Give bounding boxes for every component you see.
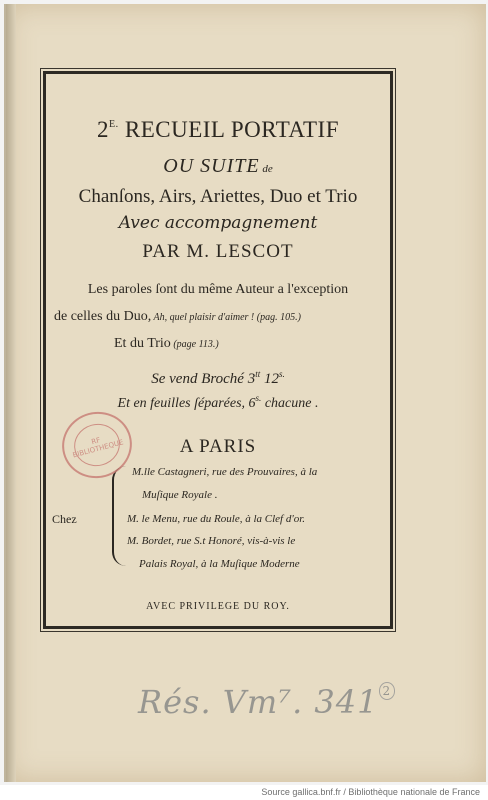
chez-label: Chez: [52, 512, 77, 526]
accompaniment-line: Avec accompagnement: [118, 213, 318, 233]
duo-line: de celles du Duo, Ah, quel plaisir d'aimer ! (pag. 105.): [54, 309, 301, 324]
author-line: PAR M. LESCOT: [142, 241, 294, 262]
shelfmark: Rés. Vm⁷. 341 $^2$: [138, 683, 395, 721]
price-sheets: Et en feuilles ſéparées, $6^{s.}$ chacune .: [117, 393, 319, 411]
seller-1-continued: Muſique Royale .: [142, 489, 218, 501]
contents-line: Chanſons, Airs, Ariettes, Duo et Trio: [78, 186, 358, 207]
title-frame: [43, 71, 393, 629]
words-note: Les paroles ſont du même Auteur a l'exception: [87, 282, 349, 297]
library-stamp-icon: RF BIBLIOTHEQUE: [55, 404, 140, 486]
sellers-brace: [112, 466, 126, 566]
privilege-line: AVEC PRIVILEGE DU ROY.: [146, 601, 290, 612]
title: $2^{E.}$ RECUEIL PORTATIF: [97, 117, 339, 142]
price-bound: Se vend Broché $3^{tt}$ $12^{s.}$: [151, 369, 285, 387]
book-page: [4, 4, 486, 782]
city: A PARIS: [179, 436, 257, 457]
seller-3: M. Bordet, rue S.t Honoré, vis-à-vis le: [127, 535, 296, 547]
subtitle: OU SUITE de: [163, 155, 273, 177]
source-credit: Source gallica.bnf.fr / Bibliothèque nationale de France: [0, 785, 488, 800]
seller-1: M.lle Castagneri, rue des Prouvaires, à la: [132, 466, 318, 478]
seller-2: M. le Menu, rue du Roule, à la Clef d'or.: [127, 513, 306, 525]
trio-line: Et du Trio (page 113.): [114, 336, 219, 351]
seller-3-continued: Palais Royal, à la Muſique Moderne: [139, 558, 300, 570]
page-binding-edge: [6, 4, 16, 782]
